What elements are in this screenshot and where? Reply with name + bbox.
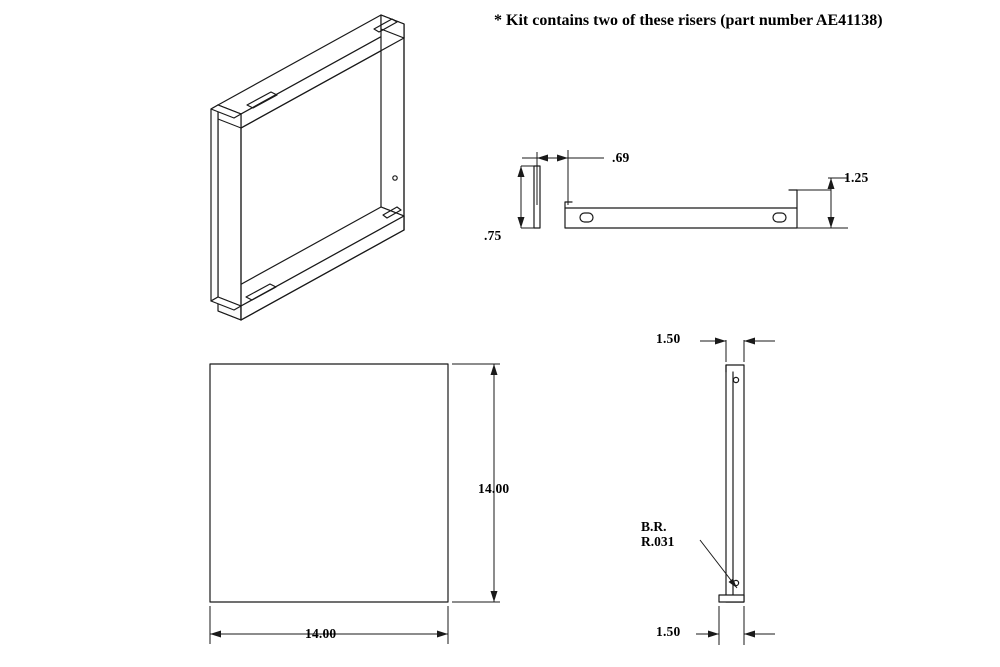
dim-side-bottom-width-150: 1.50 bbox=[656, 624, 681, 639]
dim-side-top-width-150: 1.50 bbox=[656, 331, 681, 346]
dim-edge-height-125: 1.25 bbox=[844, 170, 869, 185]
dim-front-height-1400: 14.00 bbox=[478, 481, 510, 496]
kit-note-text: * Kit contains two of these risers (part number AE41138) bbox=[494, 12, 883, 29]
dim-edge-height-075: .75 bbox=[484, 228, 502, 243]
bend-radius-line-2: R.031 bbox=[641, 534, 675, 549]
side-profile-geometry bbox=[696, 338, 775, 646]
bend-radius-callout bbox=[641, 519, 674, 549]
bend-radius-line-1: B.R. bbox=[641, 519, 667, 534]
dim-front-width-1400: 14.00 bbox=[305, 626, 337, 641]
dim-edge-offset-069: .69 bbox=[612, 150, 630, 165]
